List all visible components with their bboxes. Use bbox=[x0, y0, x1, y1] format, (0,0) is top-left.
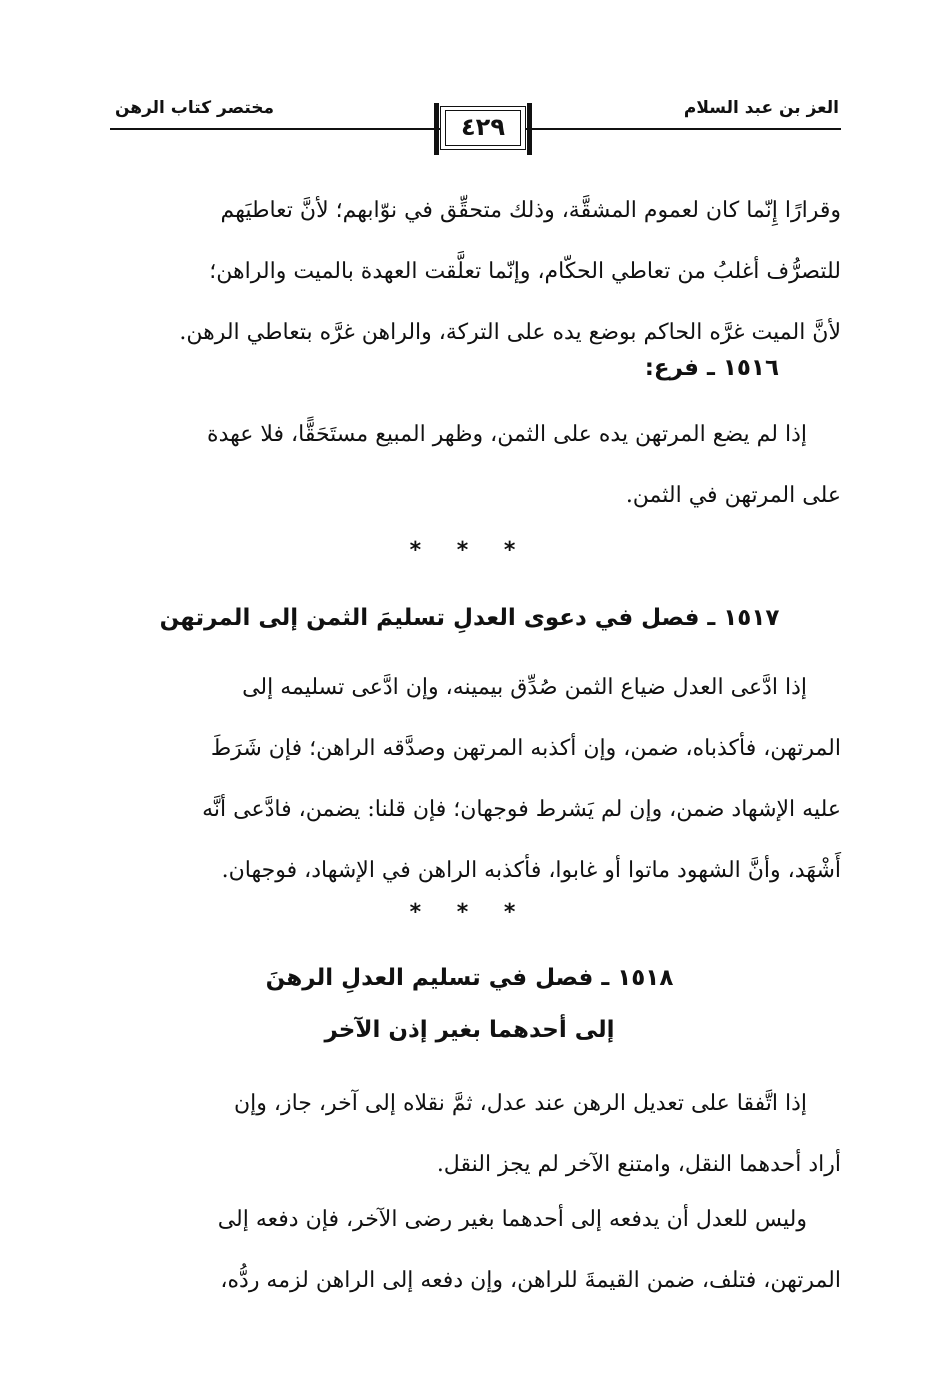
text-line: أراد أحدهما النقل، وامتنع الآخر لم يجز النقل. bbox=[436, 1152, 841, 1177]
paragraph-continuation bbox=[128, 180, 841, 363]
text-line: عليه الإشهاد ضمن، وإن لم يَشرط فوجهان؛ فإن قلنا: يضمن، فادَّعى أنَّه bbox=[202, 797, 841, 822]
text-line: للتصرُّف أغلبُ من تعاطي الحكّام، وإنّما تعلَّقت العهدة بالميت والراهن؛ bbox=[209, 259, 841, 284]
text-line: إذا لم يضع المرتهن يده على الثمن، وظهر المبيع مستَحَقًّا، فلا عهدة bbox=[207, 422, 807, 447]
section-heading-1517: ١٥١٧ ـ فصل في دعوى العدلِ تسليمَ الثمن إلى المرتهن bbox=[159, 605, 780, 631]
text-line: إذا ادَّعى العدل ضياع الثمن صُدِّق بيمينه، وإن ادَّعى تسليمه إلى bbox=[242, 675, 807, 700]
branch-heading-1516: ١٥١٦ ـ فرع: bbox=[644, 355, 779, 381]
text-line: وقرارًا إِنّما كان لعموم المشقَّة، وذلك متحقِّق في نوّابهم؛ لأنَّ تعاطيَهم bbox=[220, 198, 841, 223]
running-head-author: العز بن عبد السلام bbox=[683, 98, 839, 118]
text-line: المرتهن، فتلف، ضمن القيمةَ للراهن، وإن دفعه إلى الراهن لزمه ردُّه، bbox=[220, 1268, 841, 1293]
frame-bar-right bbox=[527, 103, 532, 155]
paragraph-1518-b bbox=[128, 1189, 841, 1311]
paragraph-1518-a bbox=[128, 1073, 841, 1195]
text-line: المرتهن، فأكذباه، ضمن، وإن أكذبه المرتهن وصدَّقه الراهن؛ فإن شَرَطَ bbox=[210, 736, 841, 761]
page-number-frame bbox=[440, 106, 526, 150]
text-line: لأنَّ الميت غرَّه الحاكم بوضع يده على التركة، والراهن غرَّه بتعاطي الرهن. bbox=[179, 320, 841, 345]
section-heading-line: إلى أحدهما بغير إذن الآخر bbox=[324, 1017, 615, 1043]
frame-bar-left bbox=[434, 103, 439, 155]
text-line: أَشْهَد، وأنَّ الشهود ماتوا أو غابوا، فأكذبه الراهن في الإشهاد، فوجهان. bbox=[221, 858, 841, 883]
text-line: وليس للعدل أن يدفعه إلى أحدهما بغير رضى الآخر، فإن دفعه إلى bbox=[217, 1207, 807, 1232]
section-heading-line: ١٥١٨ ـ فصل في تسليم العدلِ الرهنَ bbox=[265, 965, 674, 991]
paragraph-1517 bbox=[128, 657, 841, 901]
running-head-book-title: مختصر كتاب الرهن bbox=[115, 98, 275, 118]
paragraph-1516 bbox=[128, 404, 841, 526]
section-separator: * * * bbox=[409, 538, 530, 563]
section-heading-1518 bbox=[110, 952, 829, 1056]
text-line: على المرتهن في الثمن. bbox=[625, 483, 841, 508]
page-number: ٤٢٩ bbox=[461, 113, 505, 141]
text-line: إذا اتَّفقا على تعديل الرهن عند عدل، ثمَّ نقلاه إلى آخر، جاز، وإن bbox=[233, 1091, 807, 1116]
section-separator: * * * bbox=[409, 900, 530, 925]
